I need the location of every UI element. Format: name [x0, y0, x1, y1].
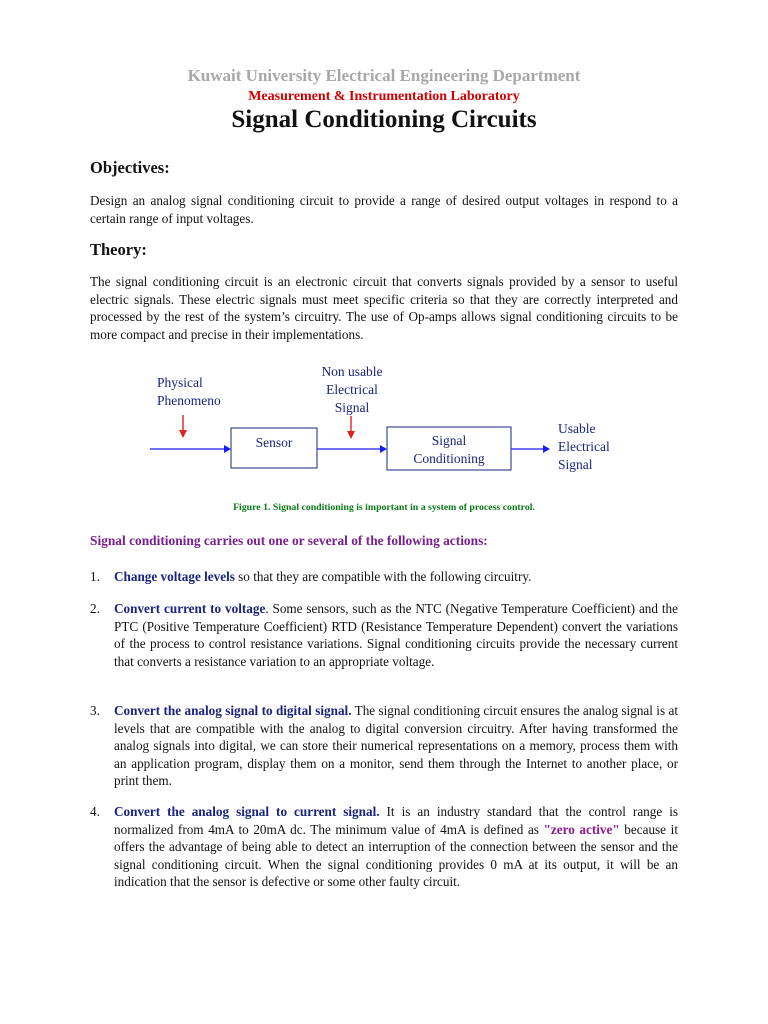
input-arrow-head: [224, 445, 231, 453]
non-usable-signal-label: Non usable Electrical Signal: [321, 364, 383, 415]
list-item-text: so that they are compatible with the following circuitry.: [234, 569, 532, 584]
page-title: Signal Conditioning Circuits: [231, 106, 537, 133]
signal-conditioning-diagram: [140, 360, 650, 480]
list-item-body: [114, 600, 678, 670]
list-item-lead: Convert current to voltage: [114, 601, 266, 616]
theory-heading: Theory:: [90, 240, 147, 259]
list-item-number: 4.: [90, 804, 100, 819]
list-item-number: 1.: [90, 569, 100, 584]
list-item-text: The signal conditioning circuit ensures the analog signal is at levels that are compatible with the analog to digital conversion circuitry. After having transformed the analog signals into digital, we can store their numerical representations on a memory, process them with an application program, display them on a monitor, send them through the Internet to another place, or print them.: [114, 703, 678, 789]
middle-arrow-head: [380, 445, 387, 453]
list-item-text: . Some sensors, such as the NTC (Negative Temperature Coefficient) and the PTC (Positive Temperature Coefficient) RTD (Resistance Temperature Dependent) convert the variations of the process to control resistance variations. Signal conditioning circuits provide the necessary current that converts a resistance variation to an appropriate voltage.: [114, 601, 678, 669]
figure-caption: Figure 1. Signal conditioning is important in a system of process control.: [233, 502, 535, 513]
list-item-body: [114, 803, 678, 891]
lab-subheader: Measurement & Instrumentation Laboratory: [248, 89, 520, 104]
department-header: Kuwait University Electrical Engineering Department: [187, 66, 581, 85]
conditioning-box-label: Signal Conditioning: [413, 433, 485, 466]
physical-phenomenon-label: Physical Phenomeno: [157, 375, 221, 408]
sensor-box-label: Sensor: [255, 435, 293, 450]
list-item-text: because it offers the advantage of being able to detect an interruption of the connection between the sensor and the signal conditioning circuit. When the signal conditioning provides 0 mA at its output, it will be an indication that the sensor is defective or some other faulty circuit.: [114, 821, 678, 890]
list-item-body: [114, 568, 678, 586]
nonusable-red-arrow-head: [347, 431, 355, 439]
list-item-number: 2.: [90, 601, 100, 616]
zero-active-highlight: "zero active": [543, 821, 620, 837]
list-item-lead: Change voltage levels: [114, 569, 235, 584]
phenomenon-red-arrow-head: [179, 430, 187, 438]
theory-text: The signal conditioning circuit is an electronic circuit that converts signals provided by a sensor to useful electric signals. These electric signals must meet specific criteria so that they are correctly interpreted and processed by the rest of the system’s circuitry. The use of Op-amps allows signal conditioning circuits to be more compact and precise in their implementations.: [90, 274, 678, 342]
list-item-body: [114, 702, 678, 790]
usable-signal-label: Usable Electrical Signal: [558, 421, 610, 472]
objectives-text: Design an analog signal conditioning circuit to provide a range of desired output voltages in respond to a certain range of input voltages.: [90, 193, 678, 226]
list-item-number: 3.: [90, 703, 100, 718]
objectives-heading: Objectives:: [90, 158, 170, 177]
actions-heading: Signal conditioning carries out one or several of the following actions:: [90, 533, 488, 548]
list-item-lead: Convert the analog signal to digital signal.: [114, 703, 352, 718]
output-arrow-head: [543, 445, 550, 453]
list-item-text: It is an industry standard that the control range is normalized from 4mA to 20mA dc. The minimum value of 4mA is defined as: [114, 804, 678, 837]
list-item-lead: Convert the analog signal to current signal.: [114, 804, 380, 819]
